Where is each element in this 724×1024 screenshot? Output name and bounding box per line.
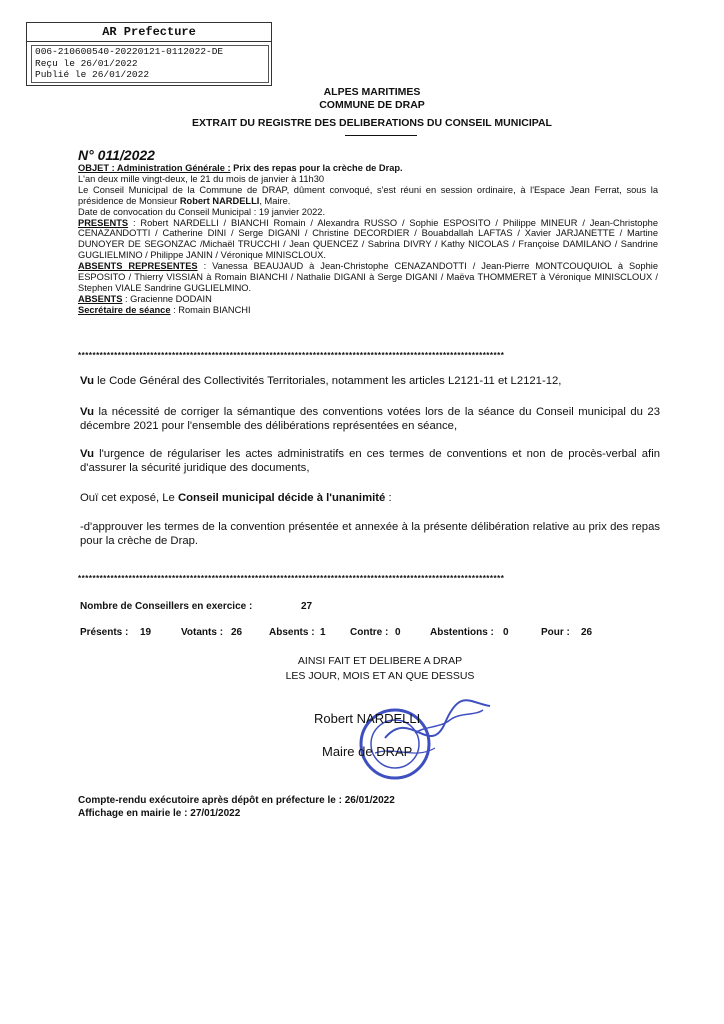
decision-bold: Conseil municipal décide à l'unanimité: [177, 492, 386, 504]
pour-value: 26: [581, 627, 593, 638]
considerant-text: l'urgence de régulariser les actes administratifs en ces termes de conventions et non de procès-verbal afin d'assurer la sécurité juridique des documents,: [80, 448, 660, 475]
abstentions-value: 0: [503, 627, 509, 638]
absents-representes-list: : Vanessa BEAUJAUD à Jean-Christophe CENAZANDOTTI / Jean-Pierre MONTCOUQUIOL à Sophie ESPOSITO / Thierry VISSIAN à Romain BIANCHI / Nathalie DIGANI à Serge DIGANI / Maëva THOMMERET à Véronique MINISCLOUX / Stephen VIALE Sandrine GUGLIELMINO.: [78, 261, 658, 293]
considerant-semantique: [80, 405, 660, 434]
closing-line-2: LES JOUR, MOIS ET AN QUE DESSUS: [285, 670, 475, 682]
preamble: [78, 163, 658, 316]
contre-label: Contre :: [350, 627, 389, 638]
presents-count-label: Présents :: [80, 627, 129, 638]
vu-label: Vu: [80, 448, 95, 460]
separator-top: **********************************************************************************************************************: [78, 351, 505, 360]
deliberation-number: N° 011/2022: [78, 147, 155, 163]
session-text-end: , Maire.: [259, 195, 291, 206]
header-register-title: EXTRAIT DU REGISTRE DES DELIBERATIONS DU CONSEIL MUNICIPAL: [192, 117, 552, 129]
presents-line: [78, 218, 658, 262]
pour-label: Pour :: [541, 627, 570, 638]
closing-line-1: AINSI FAIT ET DELIBERE A DRAP: [297, 655, 463, 667]
considerant-urgence: [80, 447, 660, 476]
prefecture-stamp: [26, 22, 272, 86]
session-description: [78, 185, 658, 207]
separator-bottom: **********************************************************************************************************************: [78, 574, 505, 583]
president-name: Robert NARDELLI: [179, 195, 260, 206]
secretaire-name: : Romain BIANCHI: [170, 304, 251, 315]
absents-representes-line: [78, 261, 658, 294]
secretaire-line: [78, 305, 658, 316]
vu-label: Vu: [80, 406, 95, 418]
vu-label: Vu: [80, 375, 95, 387]
decision-pre: Ouï cet exposé, Le: [80, 492, 178, 504]
presents-label: PRESENTS: [78, 217, 129, 228]
stamp-reference-box: [31, 45, 269, 83]
resolution: [80, 520, 660, 549]
presents-list: : Robert NARDELLI / BIANCHI Romain / Alexandra RUSSO / Sophie ESPOSITO / Philippe MINEUR / Jean-Christophe CENAZANDOTTI / Catherine DINI / Serge DIGANI / Christine DECORDIER / Bouabdallah LAFTAS / Xavier JARJANETTE / Martine DUNOYER DE SEGONZAC /Michaël TRUCCHI / Jean QUENCEZ / Sabrina DIVRY / Kathy NICOLAS / Françoise DAMILANO / Sandrine GUGLIELMINO / Philippe JANIN / Véronique MINISCLOUX.: [78, 217, 658, 261]
absents-count-value: 1: [320, 627, 326, 638]
stamp-title: AR Prefecture: [27, 23, 271, 42]
footer-executoire: Compte-rendu exécutoire après dépôt en préfecture le : 26/01/2022: [78, 795, 395, 806]
resolution-text: -d'approuver les termes de la convention présentée et annexée à la présente délibération relative au prix des repas pour la crèche de Drap.: [80, 521, 660, 548]
considerant-text: la nécessité de corriger la sémantique des conventions votées lors de la séance du Conseil municipal du 23 décembre 2021 pour l'ensemble des délibérations représentées en séance,: [80, 406, 660, 433]
stamp-received: Reçu le 26/01/2022: [35, 57, 138, 69]
stamp-published: Publié le 26/01/2022: [35, 69, 150, 80]
signatory-name: Robert NARDELLI: [314, 711, 421, 726]
exercice-label: Nombre de Conseillers en exercice :: [80, 601, 253, 612]
considerant-cgct: [80, 374, 660, 388]
objet-text: Prix des repas pour la crèche de Drap.: [230, 163, 403, 173]
decision-line: [80, 491, 660, 505]
session-text: Le Conseil Municipal de la Commune de DRAP, dûment convoqué, s'est réuni en session ordinaire, à l'Espace Jean Ferrat, sous la présidence de Monsieur: [78, 184, 658, 206]
absents-count-label: Absents :: [269, 627, 315, 638]
signatory-title: Maire de DRAP: [322, 744, 413, 759]
secretaire-label: Secrétaire de séance: [78, 304, 171, 315]
votants-label: Votants :: [181, 627, 224, 638]
absents-line: [78, 294, 658, 305]
abstentions-label: Abstentions :: [430, 627, 494, 638]
absents-label: ABSENTS: [78, 293, 123, 304]
absents-representes-label: ABSENTS REPRESENTES: [78, 261, 198, 272]
objet-label: OBJET : Administration Générale :: [78, 163, 231, 173]
header-divider: [345, 135, 417, 136]
objet-line: [78, 163, 658, 174]
header-commune: COMMUNE DE DRAP: [319, 99, 425, 111]
absents-list: : Gracienne DODAIN: [122, 293, 212, 304]
votants-value: 26: [231, 627, 243, 638]
convocation-date: Date de convocation du Conseil Municipal : 19 janvier 2022.: [78, 206, 326, 217]
session-date: L'an deux mille vingt-deux, le 21 du mois de janvier à 11h30: [78, 173, 325, 184]
considerant-text: le Code Général des Collectivités Territoriales, notamment les articles L2121-11 et L2121-12,: [94, 375, 562, 387]
decision-post: :: [385, 492, 392, 504]
contre-value: 0: [395, 627, 401, 638]
header-department: ALPES MARITIMES: [323, 86, 421, 98]
stamp-reference: 006-210600540-20220121-0112022-DE: [35, 46, 224, 57]
exercice-value: 27: [301, 601, 313, 612]
presents-count-value: 19: [140, 627, 152, 638]
footer-affichage: Affichage en mairie le : 27/01/2022: [78, 808, 241, 819]
